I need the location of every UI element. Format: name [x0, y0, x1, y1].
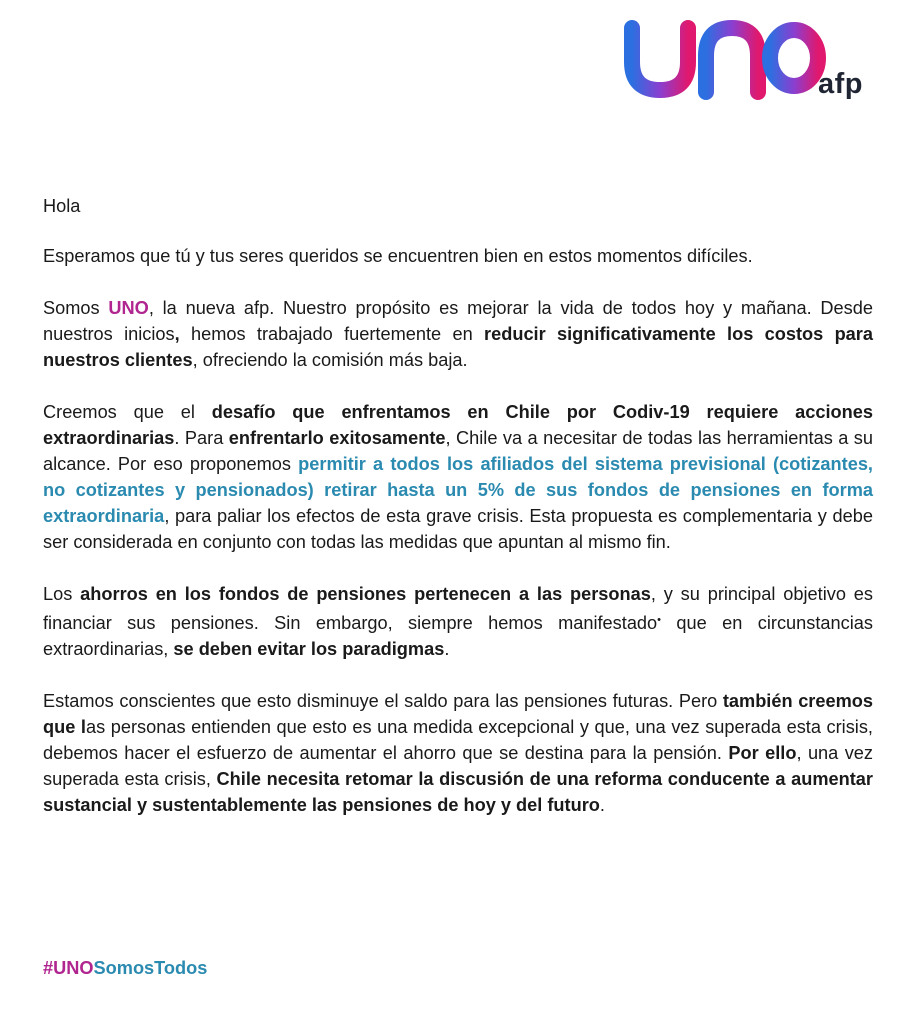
logo-afp-text: afp	[818, 68, 863, 100]
uno-highlight: UNO	[108, 298, 149, 318]
uno-afp-logo	[618, 10, 868, 110]
paragraph-4: Los ahorros en los fondos de pensiones pertenecen a las personas, y su principal objetivo es financiar sus pensiones. Sin embargo, siempre hemos manifestado• que en circunstancias extraordinarias, se deben evitar los paradigmas.	[43, 584, 873, 659]
hashtag: #UNOSomosTodos	[43, 958, 208, 978]
footnote-mark: •	[657, 614, 662, 626]
greeting: Hola	[43, 196, 81, 216]
uno-wordmark-graphic	[618, 10, 828, 102]
paragraph-3: Creemos que el desafío que enfrentamos en Chile por Codiv-19 requiere acciones extraordinarias. Para enfrentarlo exitosamente, Chile va a necesitar de todas las herramientas a su alcance. Por eso proponemos permitir a todos los afiliados del sistema previsional (cotizantes, no cotizantes y pensionados) retirar hasta un 5% de sus fondos de pensiones en forma extraordinaria, para paliar los efectos de esta grave crisis. Esta propuesta es complementaria y debe ser considerada en conjunto con todas las medidas que apuntan al mismo fin.	[43, 402, 874, 552]
proposal-highlight: permitir a todos los afiliados del sistema previsional (cotizantes, no cotizantes y pensionados) retirar hasta un 5% de sus fondos de pensiones en forma extraordinaria	[43, 454, 873, 526]
paragraph-5: Estamos conscientes que esto disminuye el saldo para las pensiones futuras. Pero también creemos que las personas entienden que esto es una medida excepcional y que, una vez superada esta crisis, debemos hacer el esfuerzo de aumentar el ahorro que se destina para la pensión. Por ello, una vez superada esta crisis, Chile necesita retomar la discusión de una reforma conducente a aumentar sustancial y sustentablemente las pensiones de hoy y del futuro.	[43, 691, 874, 815]
letter-body	[43, 193, 873, 844]
paragraph-1: Esperamos que tú y tus seres queridos se encuentren bien en estos momentos difíciles.	[43, 246, 753, 266]
paragraph-2: Somos UNO, la nueva afp. Nuestro propósito es mejorar la vida de todos hoy y mañana. Desde nuestros inicios, hemos trabajado fuertemente en reducir significativamente los costos para nuestros clientes, ofreciendo la comisión más baja.	[43, 298, 873, 370]
